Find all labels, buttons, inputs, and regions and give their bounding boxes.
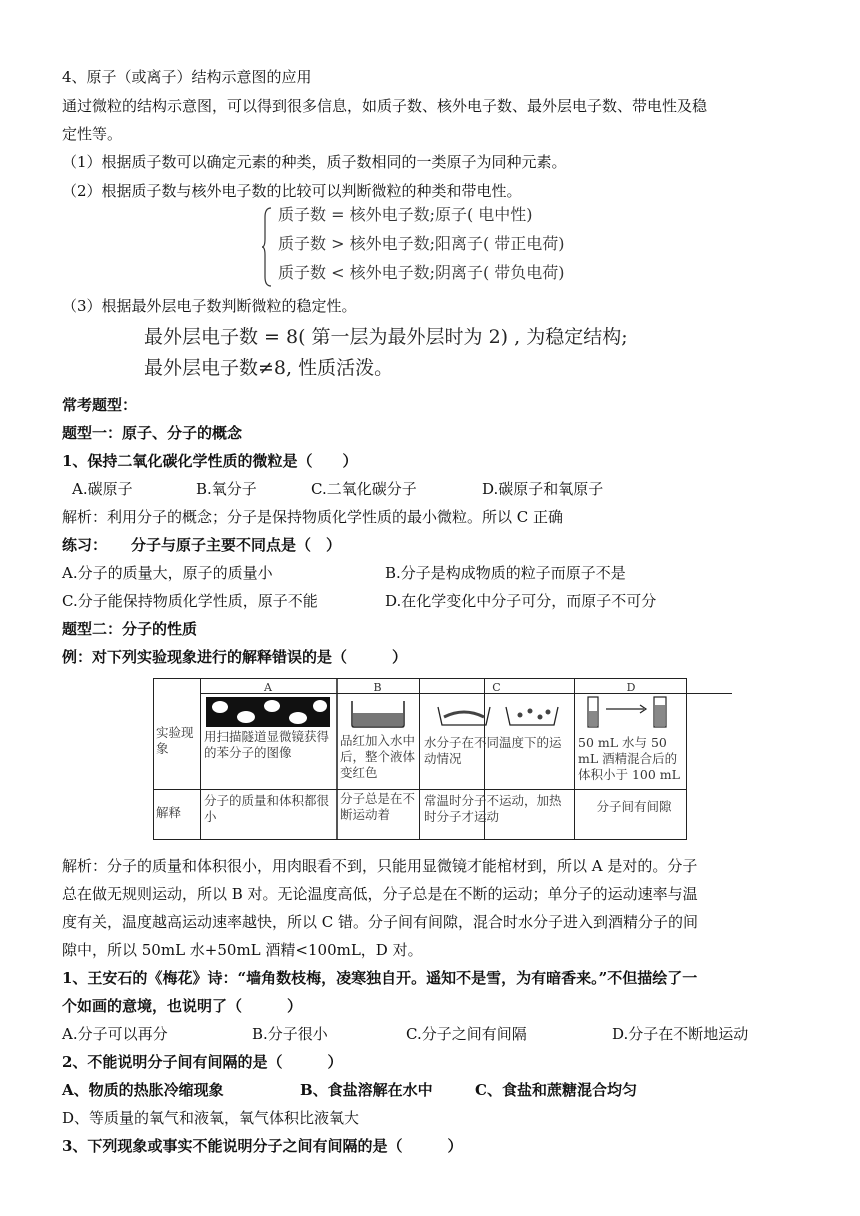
option-a: A.分子可以再分 <box>62 1025 168 1043</box>
option-b: B、食盐溶解在水中 <box>300 1081 433 1099</box>
option-d: D.碳原子和氧原子 <box>482 480 604 498</box>
option-c: C.分子之间有间隔 <box>406 1025 527 1043</box>
option-b: B.分子很小 <box>252 1025 328 1043</box>
practice-option-b: B.分子是构成物质的粒子而原子不是 <box>385 564 626 582</box>
paragraph-line: 定性等。 <box>62 125 123 143</box>
practice-option-c: C.分子能保持物质化学性质，原子不能 <box>62 592 318 610</box>
col-head-a: A <box>264 681 272 694</box>
col-head-b: B <box>373 681 382 694</box>
question-1-stem: 1、保持二氧化碳化学性质的微粒是（ ） <box>62 452 358 470</box>
question-2-stem: 1、王安石的《梅花》诗：“墙角数枝梅，凌寒独自开。遥知不是雪，为有暗香来。”不但描绘了一 <box>62 969 698 987</box>
beaker-icon <box>346 699 410 729</box>
inequality-greater: 质子数 > 核外电子数;阳离子( 带正电荷) <box>278 234 565 253</box>
practice-option-a: A.分子的质量大，原子的质量小 <box>62 564 273 582</box>
option-a: A、物质的热胀冷缩现象 <box>62 1081 224 1099</box>
inequality-less: 质子数 < 核外电子数;阴离子( 带负电荷) <box>278 263 565 282</box>
inequality-equal: 质子数 = 核外电子数;原子( 电中性) <box>278 205 533 224</box>
analysis-2-line: 度有关，温度越高运动速率越快，所以 C 错。分子间有间隙，混合时水分子进入到酒精分子的间 <box>62 913 699 931</box>
question-type-1: 题型一：原子、分子的概念 <box>62 424 243 442</box>
heading-structure-diagram: 4、原子（或离子）结构示意图的应用 <box>62 68 312 86</box>
example-stem: 例：对下列实验现象进行的解释错误的是（ ） <box>62 648 408 666</box>
water-molecules-icon <box>430 699 566 729</box>
benzene-image <box>206 697 330 727</box>
question-3-stem: 2、不能说明分子间有间隔的是（ ） <box>62 1053 343 1071</box>
point-3: （3）根据最外层电子数判断微粒的稳定性。 <box>62 297 357 315</box>
explanation-c: 常温时分子不运动，加热时分子才运动 <box>424 793 562 824</box>
col-head-d: D <box>626 681 636 694</box>
cylinder-icon <box>582 695 682 729</box>
question-1-analysis: 解析：利用分子的概念；分子是保持物质化学性质的最小微粒。所以 C 正确 <box>62 508 564 526</box>
section-title: 常考题型： <box>62 396 138 414</box>
option-a: A.碳原子 <box>72 480 133 498</box>
phenomenon-a: 用扫描隧道显微镜获得的苯分子的图像 <box>204 729 330 760</box>
experiment-table <box>153 678 687 840</box>
option-c: C.二氧化碳分子 <box>311 480 417 498</box>
question-3-option-d: D、等质量的氧气和液氧，氧气体积比液氧大 <box>62 1109 360 1127</box>
phenomenon-b: 品红加入水中后，整个液体变红色 <box>340 733 416 780</box>
question-2-stem: 个如画的意境，也说明了（ ） <box>62 997 303 1015</box>
point-2: （2）根据质子数与核外电子数的比较可以判断微粒的种类和带电性。 <box>62 182 522 200</box>
point-1: （1）根据质子数可以确定元素的种类，质子数相同的一类原子为同种元素。 <box>62 153 567 171</box>
analysis-2-line: 解析：分子的质量和体积很小，用肉眼看不到，只能用显微镜才能棺材到，所以 A 是对的。分子 <box>62 857 698 875</box>
option-b: B.氧分子 <box>196 480 257 498</box>
inequality-group <box>262 203 622 289</box>
analysis-2-line: 总在做无规则运动，所以 B 对。无论温度高低，分子总是在不断的运动；单分子的运动速率与温 <box>62 885 698 903</box>
explanation-a: 分子的质量和体积都很小 <box>204 793 330 824</box>
analysis-2-line: 隙中，所以 50mL 水+50mL 酒精<100mL，D 对。 <box>62 941 423 959</box>
left-brace-icon <box>262 207 272 287</box>
paragraph-line: 通过微粒的结构示意图，可以得到很多信息，如质子数、核外电子数、最外层电子数、带电性及稳 <box>62 97 708 115</box>
row-label-explanation: 解释 <box>156 805 182 820</box>
phenomenon-c: 水分子在不同温度下的运动情况 <box>424 735 562 766</box>
stability-rule-stable: 最外层电子数 = 8( 第一层为最外层时为 2) , 为稳定结构; <box>144 326 628 348</box>
explanation-d: 分子间有间隙 <box>596 799 672 814</box>
phenomenon-d: 50 mL 水与 50 mL 酒精混合后的体积小于 100 mL <box>578 735 680 782</box>
explanation-b: 分子总是在不断运动着 <box>340 791 416 822</box>
practice-label: 练习： <box>62 536 108 554</box>
option-c: C、食盐和蔗糖混合均匀 <box>475 1081 637 1099</box>
practice-option-d: D.在化学变化中分子可分，而原子不可分 <box>385 592 657 610</box>
practice-question: 分子与原子主要不同点是（ ） <box>131 536 342 554</box>
row-label-phenomenon: 实验现象 <box>156 725 194 756</box>
question-4-stem: 3、下列现象或事实不能说明分子之间有间隔的是（ ） <box>62 1137 463 1155</box>
stability-rule-active: 最外层电子数≠8, 性质活泼。 <box>144 357 394 379</box>
question-type-2: 题型二：分子的性质 <box>62 620 198 638</box>
option-d: D.分子在不断地运动 <box>612 1025 749 1043</box>
col-head-c: C <box>492 681 501 694</box>
